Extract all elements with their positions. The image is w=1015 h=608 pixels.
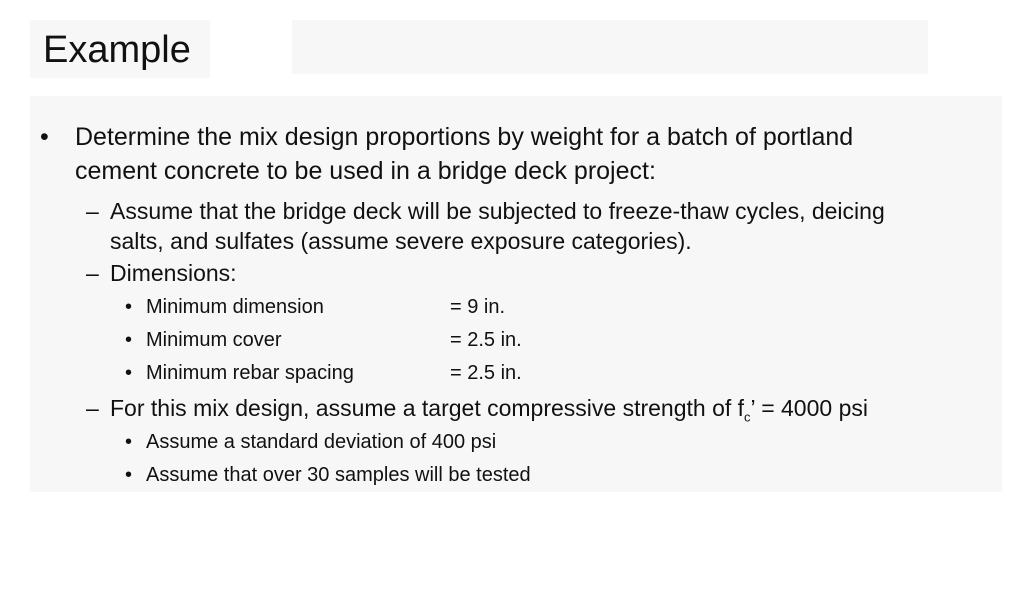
dash-marker: –: [86, 395, 99, 421]
item-marker: •: [125, 464, 133, 486]
assumption-text: Assume that over 30 samples will be tested: [146, 464, 531, 486]
dash-marker: –: [86, 198, 99, 224]
bullet-marker: •: [40, 123, 49, 151]
dimensions-label: Dimensions:: [110, 260, 237, 286]
item-marker: •: [125, 296, 133, 318]
bullet-text-line: Determine the mix design proportions by weight for a batch of portland: [75, 123, 854, 151]
sub-bullet-text-line: salts, and sulfates (assume severe exposure categories).: [110, 228, 692, 254]
title-band-right: [292, 20, 928, 74]
item-marker: •: [125, 329, 133, 351]
dimension-name: Minimum dimension: [146, 296, 324, 318]
dash-marker: –: [86, 260, 99, 286]
dimension-name: Minimum rebar spacing: [146, 362, 354, 384]
dimension-value: = 2.5 in.: [450, 362, 522, 384]
sub-bullet-text-line: Assume that the bridge deck will be subjected to freeze-thaw cycles, deicing: [110, 198, 885, 224]
item-marker: •: [125, 362, 133, 384]
strength-text-before: For this mix design, assume a target compressive strength of f: [110, 395, 745, 421]
strength-text-after: ’ = 4000 psi: [750, 395, 868, 421]
strength-text: [110, 394, 868, 425]
dimension-name: Minimum cover: [146, 329, 282, 351]
dimension-value: = 2.5 in.: [450, 329, 522, 351]
bullet-text-line: cement concrete to be used in a bridge deck project:: [75, 157, 656, 185]
dimension-value: = 9 in.: [450, 296, 506, 318]
slide-title: Example: [43, 29, 191, 71]
assumption-text: Assume a standard deviation of 400 psi: [146, 431, 497, 453]
item-marker: •: [125, 431, 133, 453]
strength-subscript: c: [744, 409, 751, 425]
